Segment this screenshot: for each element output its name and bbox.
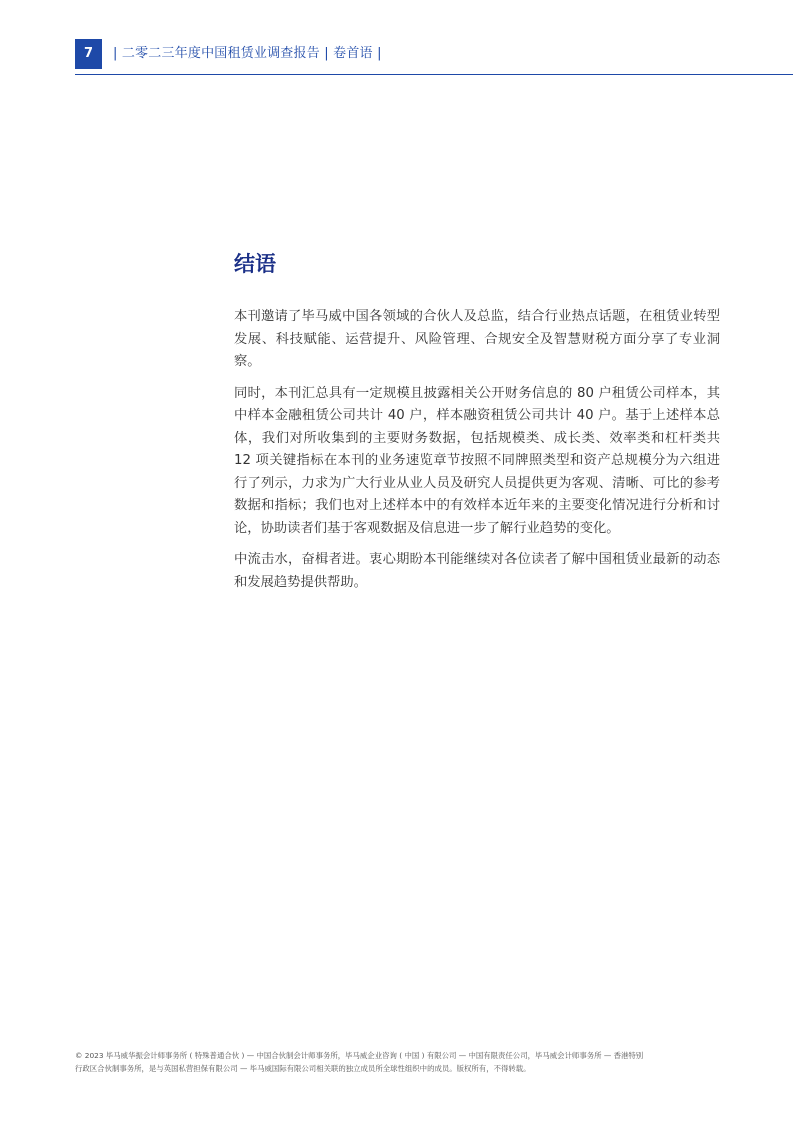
paragraph-3: 中流击水，奋楫者进。衷心期盼本刊能继续对各位读者了解中国租赁业最新的动态和发展趋势提供帮助。 (234, 552, 720, 590)
paragraph-2: 同时，本刊汇总具有一定规模且披露相关公开财务信息的 80 户租赁公司样本，其中样本金融租赁公司共计 40 户，样本融资租赁公司共计 40 户。基于上述样本总体，我们对所收集到的主要财务数据，包括规模类、成长类、效率类和杠杆类共 12 项关键指标在本刊的业务速览章节按照不同牌照类型和资产总规模分为六组进行了列示，力求为广大行业从业人员及研究人员提供更为客观、清晰、可比的参考数据和指标；我们也对上述样本中的有效样本近年来的主要变化情况进行分析和讨论，协助读者们基于客观数据及信息进一步了解行业趋势的变化。 (234, 385, 720, 536)
copyright-line-1: © 2023 毕马威华振会计师事务所 ( 特殊普通合伙 ) — 中国合伙制会计师事务所，毕马威企业咨询 ( 中国 ) 有限公司 — 中国有限责任公司，毕马威会计师事务所 — 香港特别 (75, 1051, 644, 1060)
paragraph-1: 本刊邀请了毕马威中国各领域的合伙人及总监，结合行业热点话题，在租赁业转型发展、科技赋能、运营提升、风险管理、合规安全及智慧财税方面分享了专业洞察。 (234, 309, 720, 369)
page-number: 7 (75, 39, 102, 69)
section-title: 结语 (234, 252, 276, 276)
page-header (0, 0, 793, 76)
header-title: | 二零二三年度中国租赁业调查报告 | 卷首语 | (113, 46, 382, 61)
header-divider (75, 74, 793, 75)
main-content (234, 248, 720, 603)
copyright-footer (75, 1049, 745, 1075)
copyright-line-2: 行政区合伙制事务所，是与英国私营担保有限公司 — 毕马威国际有限公司相关联的独立成员所全球性组织中的成员。版权所有，不得转载。 (75, 1064, 531, 1073)
